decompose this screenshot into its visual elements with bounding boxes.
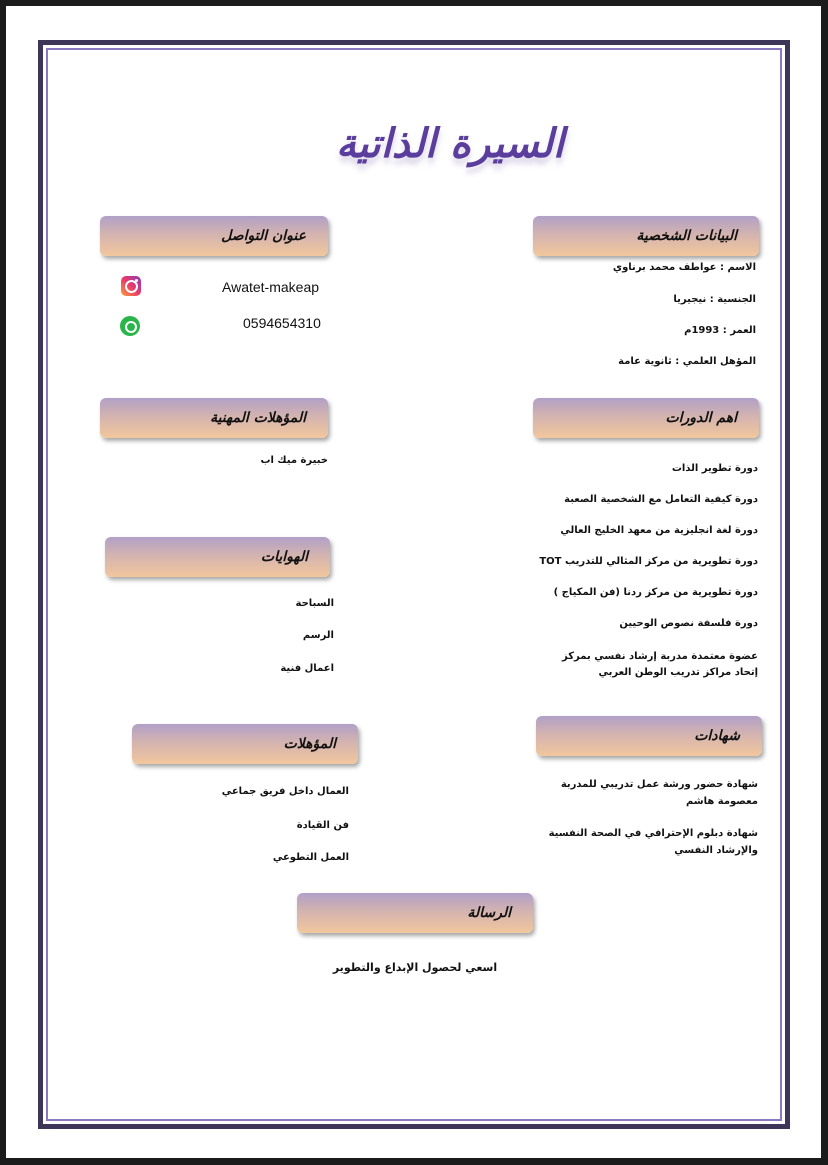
personal-qualification: المؤهل العلمي : ثانوية عامة <box>618 356 756 367</box>
message-text: اسعي لحصول الإبداع والتطوير <box>332 961 498 974</box>
whatsapp-number: 0594654310 <box>243 315 321 331</box>
certificates-heading: شهادات <box>536 716 762 756</box>
personal-age: العمر : 1993م <box>684 325 756 336</box>
skills-heading: المؤهلات <box>132 724 358 764</box>
hobby-item: السباحة <box>295 598 334 609</box>
professional-heading: المؤهلات المهنية <box>100 398 328 438</box>
courses-heading: اهم الدورات <box>533 398 759 438</box>
certificate-item: شهادة حضور ورشة عمل تدريبي للمدربة معصومة هاشم <box>560 779 758 807</box>
certificate-item: شهادة دبلوم الإحترافي في الصحة النفسية والإرشاد النفسي <box>548 828 758 856</box>
instagram-icon <box>121 276 141 296</box>
personal-nationality: الجنسية : نيجيريا <box>673 294 756 305</box>
personal-heading: البيانات الشخصية <box>533 216 759 256</box>
instagram-handle: Awatet-makeap <box>222 279 320 295</box>
course-item: عضوة معتمدة مدربة إرشاد نفسي بمركز إتحاد مراكز تدريب الوطن العربي <box>562 651 758 678</box>
page-title: السيرة الذاتية <box>335 120 565 167</box>
hobby-item: اعمال فنية <box>280 663 334 674</box>
course-item: دورة كيفية التعامل مع الشخصية الصعبة <box>564 494 758 505</box>
contact-heading: عنوان التواصل <box>100 216 328 256</box>
message-heading: الرسالة <box>297 893 533 933</box>
personal-name: الاسم : عواطف محمد برناوي <box>612 262 756 273</box>
hobby-item: الرسم <box>302 630 334 641</box>
course-item: دورة فلسفة نصوص الوحيين <box>619 618 758 629</box>
course-item: دورة تطويرية من مركز المثالي للتدريب TOT <box>539 556 758 567</box>
skill-item: فن القيادة <box>296 820 349 831</box>
skill-item: العمل التطوعي <box>272 852 349 863</box>
course-item: دورة تطويرية من مركز ردنا (فن المكياج ) <box>553 587 758 598</box>
course-item: دورة تطوير الذات <box>671 463 758 474</box>
whatsapp-icon <box>120 316 140 336</box>
skill-item: العمال داخل فريق جماعي <box>221 786 349 797</box>
professional-item: خبيرة ميك اب <box>260 455 328 466</box>
hobbies-heading: الهوايات <box>105 537 330 577</box>
course-item: دورة لغة انجليزية من معهد الخليج العالي <box>560 525 758 536</box>
